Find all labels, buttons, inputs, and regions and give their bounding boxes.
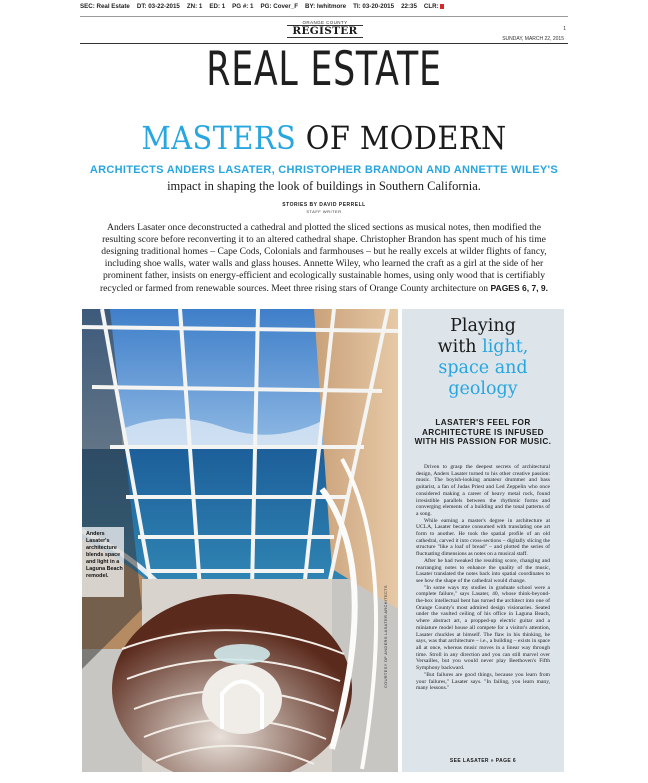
masthead-logo	[287, 20, 363, 38]
stair-well	[202, 664, 282, 734]
headline-rest: OF MODERN	[305, 119, 507, 157]
section-title: REAL ESTATE	[206, 42, 442, 97]
color-marker-icon	[440, 4, 444, 9]
slug-line	[80, 3, 560, 15]
issue-date: SUNDAY, MARCH 22, 2015	[502, 36, 564, 42]
jump-line[interactable]: SEE LASATER » PAGE 6	[449, 758, 517, 764]
sidebar-paragraph: "In some ways my studies in graduate school were a complete failure," says Lasater, 40, whose think-beyond-the-box intellectual bent has turned the architect into one of Orange County's most admired design visionaries. Seated under the vaulted ceiling of his office in Laguna Beach, where abstract art, a propped-up electric guitar and a miniature model house all compete for a visitor's attention, Lasater chuckles at himself. The flaw in his thinking, he says, was that architecture – i.e., a building – exists in space all at once, whereas music moves in a linear way through time. Stroll in any direction and you can still marvel over Versailles, but you would never play Beethoven's Fifth Symphony backward.	[416, 584, 550, 672]
sidebar-headline	[402, 316, 564, 400]
stair-light	[214, 644, 270, 664]
slug-page-number: PG #: 1	[232, 3, 254, 10]
sidebar-headline-line-1: Playing	[450, 316, 516, 336]
sidebar-deck: LASATER'S FEEL FOR ARCHITECTURE IS INFUSED WITH HIS PASSION FOR MUSIC.	[414, 418, 552, 447]
sidebar-headline-line-3: space and	[438, 358, 528, 378]
byline-role: STAFF WRITER	[306, 209, 342, 214]
intro-text: Anders Lasater once deconstructed a cathedral and plotted the sliced sections as musical notes, then modified the resulting score before reconverting it to an altered cathedral shape. Christopher Brandon has spent much of his time designing traditional homes – Cape Cods, Colonials and farmhouses – but he really excels at wilder flights of fancy, including shoe walls, water walls and glass houses. Annette Wiley, who learned the craft as a girl at the side of her prominent father, insists on energy-efficient and ecologically sustainable homes, using only wood that is certifiably recycled or farmed from renewable sources. Meet three rising stars of Orange County architecture on	[99, 222, 547, 295]
intro-paragraph	[92, 222, 556, 296]
sidebar-paragraph: While earning a master's degree in architecture at UCLA, Lasater became consumed with translating one art form to another. He took the spatial profile of an old cathedral, carved it into cross-sections – digitally slicing the structure "like a loaf of bread" – and plotted the series of fluctuating dimensions as notes on a musical staff.	[416, 517, 550, 558]
slug-section: SEC: Real Estate	[80, 3, 130, 10]
slug-zone: ZN: 1	[186, 3, 203, 10]
sidebar-headline-line-4: geology	[448, 379, 518, 399]
top-rule	[80, 16, 568, 17]
sidebar-body	[416, 464, 550, 692]
masthead-name: REGISTER	[287, 25, 363, 38]
masthead-kicker: ORANGE COUNTY	[302, 20, 348, 25]
slug-timestamp: TI: 03-20-2015	[353, 3, 395, 10]
deck-line-1: ARCHITECTS ANDERS LASATER, CHRISTOPHER BRANDON AND ANNETTE WILEY'S	[89, 164, 559, 176]
sidebar-paragraph: After he had tweaked the resulting score, changing and rearranging notes to enhance the quality of the music, Lasater translated the notes back into spatial coordinates to see how the shape of the cathedral would change.	[416, 557, 550, 584]
slug-page-name: PG: Cover_F	[260, 3, 298, 10]
slug-date: DT: 03-22-2015	[136, 3, 180, 10]
slug-edition: ED: 1	[209, 3, 226, 10]
feature-photo	[82, 309, 398, 772]
sidebar-article	[402, 309, 564, 772]
headline-accent: MASTERS	[141, 119, 297, 157]
byline: STORIES BY DAVID PERRELL	[282, 202, 366, 208]
slug-color: CLR:	[424, 3, 444, 15]
slug-author: BY: lwhitmore	[304, 3, 347, 10]
page-mark: 1	[563, 26, 566, 32]
photo-caption: Anders Lasater's architecture blends space and light in a Laguna Beach remodel.	[86, 531, 123, 579]
deck-line-2: impact in shaping the look of buildings in Southern California.	[167, 179, 481, 193]
photo-credit: COURTESY OF ANDERS LASATER ARCHITECTS	[383, 585, 388, 688]
page-headline	[32, 119, 615, 157]
slug-time: 22:35	[401, 3, 417, 10]
sidebar-headline-line-2: with light,	[437, 337, 529, 357]
sidebar-paragraph: Driven to grasp the deepest secrets of architectural design, Anders Lasater turned to his other creative passion: music. The boyish-looking amateur drummer and bass guitarist, a fan of Judas Priest and Led Zeppelin who once considered making a career of heavy metal rock, found irresistible parallels between the rhythmic forms and converging elements of a building and the tonal patterns of a song.	[416, 464, 550, 517]
sidebar-paragraph: "But failures are good things, because you learn from your failures," Lasater says. "In failing, you learn many, many lessons."	[416, 671, 550, 692]
intro-page-reference: PAGES 6, 7, 9.	[490, 283, 548, 294]
